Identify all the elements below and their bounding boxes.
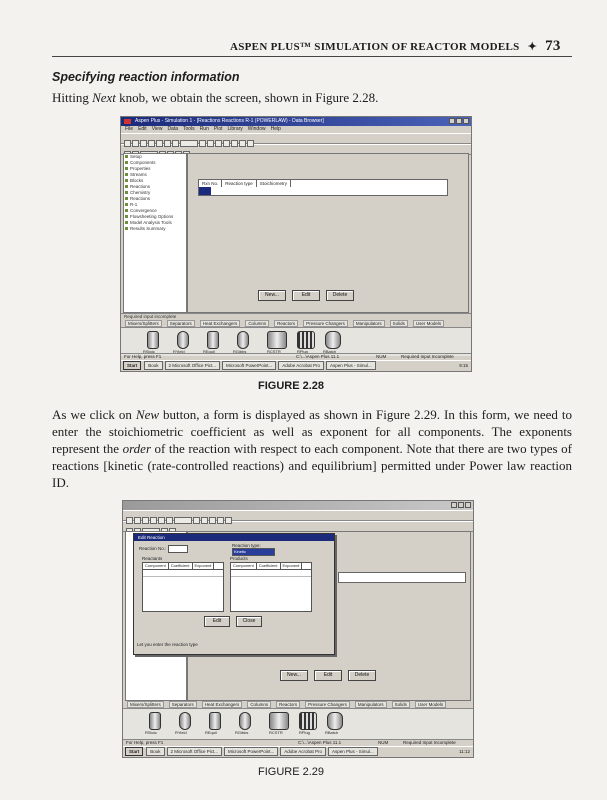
delete-button[interactable]: Delete bbox=[348, 670, 376, 681]
reaction-no-select[interactable] bbox=[168, 545, 188, 553]
palette-label: RYield bbox=[173, 349, 185, 354]
palette-label: RCSTR bbox=[267, 349, 281, 354]
fig2-background-grid bbox=[338, 572, 466, 583]
stop-icon[interactable] bbox=[209, 517, 216, 524]
fig1-window-title: Aspen Plus - Simulation 1 - [Reactions Reactions R-1 (POWERLAW) - Data Browser] bbox=[135, 118, 324, 124]
menu-library[interactable]: Library bbox=[227, 126, 243, 132]
reinit-icon[interactable] bbox=[223, 140, 230, 147]
next-icon[interactable] bbox=[225, 517, 232, 524]
step-icon[interactable] bbox=[201, 517, 208, 524]
menu-tools[interactable]: Tools bbox=[183, 126, 195, 132]
task-acrobat[interactable]: Adobe Acrobat Pro bbox=[280, 747, 326, 756]
col-reaction-type: Reaction type bbox=[222, 180, 257, 187]
col-stoichiometry: Stoichiometry bbox=[257, 180, 291, 187]
status-num: NUM bbox=[376, 354, 387, 359]
task-office-picture[interactable]: 2 Microsoft Office Pict... bbox=[165, 361, 220, 370]
status-path: C:\...\Aspen Plus 11.1 bbox=[298, 740, 342, 745]
task-book[interactable]: Book bbox=[146, 747, 164, 756]
requil-icon[interactable] bbox=[209, 712, 221, 730]
tab-pressure-changers[interactable]: Pressure Changers bbox=[303, 320, 348, 327]
fig1-reactor-palette bbox=[121, 328, 471, 356]
tab-manipulators[interactable]: Manipulators bbox=[355, 701, 387, 708]
close-icon[interactable] bbox=[465, 502, 471, 508]
col-coefficient: Coefficient bbox=[169, 563, 193, 569]
tab-manipulators[interactable]: Manipulators bbox=[353, 320, 385, 327]
running-header bbox=[230, 38, 561, 55]
palette-label: RStoic bbox=[145, 730, 157, 735]
reactants-label: Reactants bbox=[142, 556, 163, 561]
status-num: NUM bbox=[378, 740, 389, 745]
reaction-type-select[interactable] bbox=[232, 548, 275, 556]
col-component: Component bbox=[143, 563, 169, 569]
reaction-no-label: Reaction No.: bbox=[139, 546, 167, 552]
dialog-close-button[interactable]: Close bbox=[236, 616, 262, 627]
tab-mixers-splitters[interactable]: Mixers/Splitters bbox=[127, 701, 164, 708]
fig2-model-library-tabs bbox=[123, 701, 473, 709]
rcstr-icon[interactable] bbox=[267, 331, 287, 349]
tab-pressure-changers[interactable]: Pressure Changers bbox=[305, 701, 350, 708]
reaction-type-value: Kinetic bbox=[234, 549, 247, 554]
dialog-edit-button[interactable]: Edit bbox=[204, 616, 230, 627]
tab-solids[interactable]: Solids bbox=[390, 320, 408, 327]
status-required: Required Input Incomplete bbox=[403, 740, 456, 745]
new-button[interactable]: New... bbox=[258, 290, 286, 301]
palette-label: RPlug bbox=[299, 730, 310, 735]
rplug-icon[interactable] bbox=[299, 712, 317, 730]
ryield-icon[interactable] bbox=[177, 331, 189, 349]
tab-heat-exchangers[interactable]: Heat Exchangers bbox=[200, 320, 241, 327]
figure-2-29-screenshot bbox=[122, 500, 474, 758]
new-button[interactable]: New... bbox=[280, 670, 308, 681]
edit-reaction-dialog bbox=[133, 533, 335, 655]
tree-item[interactable]: Chemistry bbox=[124, 190, 186, 196]
start-button[interactable]: Start bbox=[125, 747, 143, 756]
menu-data[interactable]: Data bbox=[167, 126, 178, 132]
header-rule bbox=[52, 56, 572, 57]
fig1-data-browser-tree bbox=[123, 153, 187, 313]
tree-item[interactable]: Streams bbox=[124, 172, 186, 178]
tab-separators[interactable]: Separators bbox=[169, 701, 197, 708]
menu-edit[interactable]: Edit bbox=[138, 126, 147, 132]
palette-label: RStoic bbox=[143, 349, 155, 354]
palette-label: REquil bbox=[203, 349, 215, 354]
check-results-icon[interactable] bbox=[217, 517, 224, 524]
palette-label: RCSTR bbox=[269, 730, 283, 735]
col-coefficient: Coefficient bbox=[257, 563, 281, 569]
tab-user-models[interactable]: User Models bbox=[413, 320, 444, 327]
dialog-title: Edit Reaction bbox=[134, 534, 334, 541]
fig2-status-bar bbox=[123, 739, 473, 746]
minimize-icon[interactable] bbox=[449, 118, 455, 124]
selected-row[interactable] bbox=[199, 187, 211, 195]
taskbar-clock: 9:15 bbox=[459, 363, 468, 368]
tree-item[interactable]: Blocks bbox=[124, 178, 186, 184]
tree-item[interactable]: Setup bbox=[124, 154, 186, 160]
figure-2-29-caption: FIGURE 2.29 bbox=[258, 766, 325, 778]
run-icon[interactable] bbox=[193, 517, 200, 524]
products-label: Products bbox=[230, 556, 248, 561]
next-icon[interactable] bbox=[239, 140, 246, 147]
intro-suffix: knob, we obtain the screen, shown in Figure 2.28. bbox=[115, 90, 379, 105]
fig2-reactor-palette bbox=[123, 709, 473, 739]
body-paragraph bbox=[52, 406, 572, 491]
status-help: For Help, press F1 bbox=[124, 354, 162, 359]
page-number: 73 bbox=[545, 38, 561, 54]
reactants-grid[interactable] bbox=[142, 562, 224, 612]
tree-item[interactable]: Properties bbox=[124, 166, 186, 172]
fig1-reaction-grid[interactable] bbox=[198, 187, 448, 196]
tree-item[interactable]: Components bbox=[124, 160, 186, 166]
status-required: Required Input Incomplete bbox=[401, 354, 454, 359]
status-path: C:\...\Aspen Plus 11.1 bbox=[296, 354, 340, 359]
tab-user-models[interactable]: User Models bbox=[415, 701, 446, 708]
tab-solids[interactable]: Solids bbox=[392, 701, 410, 708]
menu-plot[interactable]: Plot bbox=[213, 126, 223, 132]
step-icon[interactable] bbox=[207, 140, 214, 147]
check-results-icon[interactable] bbox=[231, 140, 238, 147]
tree-item[interactable]: Reactions bbox=[124, 196, 186, 202]
para-emphasis-order: order bbox=[122, 441, 152, 456]
rcstr-icon[interactable] bbox=[269, 712, 289, 730]
products-grid[interactable] bbox=[230, 562, 312, 612]
figure-2-28-caption: FIGURE 2.28 bbox=[258, 380, 325, 392]
rbatch-icon[interactable] bbox=[327, 712, 343, 730]
fig1-taskbar bbox=[121, 360, 471, 370]
menu-file[interactable]: File bbox=[125, 126, 134, 132]
edit-button[interactable]: Edit bbox=[292, 290, 320, 301]
aspen-logo-icon bbox=[124, 119, 131, 124]
fig1-menu-bar bbox=[121, 126, 471, 133]
section-subheading: Specifying reaction information bbox=[52, 70, 240, 84]
task-acrobat[interactable]: Adobe Acrobat Pro bbox=[278, 361, 324, 370]
fig2-toolbar-1 bbox=[123, 510, 473, 521]
edit-button[interactable]: Edit bbox=[314, 670, 342, 681]
tab-heat-exchangers[interactable]: Heat Exchangers bbox=[202, 701, 243, 708]
task-powerpoint[interactable]: Microsoft PowerPoint... bbox=[224, 747, 278, 756]
task-book[interactable]: Book bbox=[144, 361, 162, 370]
tab-mixers-splitters[interactable]: Mixers/Splitters bbox=[125, 320, 162, 327]
close-icon[interactable] bbox=[463, 118, 469, 124]
col-rxn-no: Rxn No. bbox=[199, 180, 222, 187]
tree-item[interactable]: Reactions bbox=[124, 184, 186, 190]
taskbar-clock: 11:12 bbox=[459, 749, 470, 754]
running-title: ASPEN PLUS™ SIMULATION OF REACTOR MODELS bbox=[230, 41, 520, 53]
task-aspen-plus[interactable]: Aspen Plus - Simul... bbox=[326, 361, 376, 370]
data-browser-icon[interactable] bbox=[247, 140, 254, 147]
para-text-1: As we click on bbox=[52, 407, 136, 422]
table-row[interactable] bbox=[143, 570, 223, 577]
fig2-taskbar bbox=[123, 746, 473, 756]
fig1-prompt-bar: Required input incomplete bbox=[121, 313, 471, 320]
tab-reactors[interactable]: Reactors bbox=[274, 320, 298, 327]
rplug-icon[interactable] bbox=[297, 331, 315, 349]
palette-label: RGibbs bbox=[233, 349, 247, 354]
dialog-prompt: Let you enter the reaction type bbox=[137, 642, 198, 647]
task-aspen-plus[interactable]: Aspen Plus - Simul... bbox=[328, 747, 378, 756]
palette-label: RYield bbox=[175, 730, 187, 735]
intro-prefix: Hitting bbox=[52, 90, 93, 105]
tree-item[interactable]: R-1 bbox=[124, 202, 186, 208]
intro-emphasis: Next bbox=[92, 90, 116, 105]
requil-icon[interactable] bbox=[207, 331, 219, 349]
delete-button[interactable]: Delete bbox=[326, 290, 354, 301]
col-exponent: Exponent bbox=[281, 563, 303, 569]
tab-columns[interactable]: Columns bbox=[247, 701, 271, 708]
palette-label: RPlug bbox=[297, 349, 308, 354]
tree-item[interactable]: Flowsheeting Options bbox=[124, 214, 186, 220]
fig1-toolbar-1 bbox=[121, 133, 471, 144]
ryield-icon[interactable] bbox=[179, 712, 191, 730]
zoom-select[interactable] bbox=[174, 517, 192, 524]
stop-icon[interactable] bbox=[215, 140, 222, 147]
table-row[interactable] bbox=[231, 570, 311, 577]
tab-columns[interactable]: Columns bbox=[245, 320, 269, 327]
tree-item[interactable]: Convergence bbox=[124, 208, 186, 214]
rstoic-icon[interactable] bbox=[147, 331, 159, 349]
col-component: Component bbox=[231, 563, 257, 569]
tree-item[interactable]: Results Summary bbox=[124, 226, 186, 232]
palette-label: RBatch bbox=[323, 349, 337, 354]
fig1-form-pane bbox=[187, 153, 469, 313]
fig1-model-library-tabs bbox=[121, 320, 471, 328]
header-separator: ✦ bbox=[527, 41, 538, 53]
fig2-title-bar bbox=[123, 501, 473, 510]
reaction-type-label: Reaction type: bbox=[232, 543, 261, 548]
fig1-status-bar bbox=[121, 353, 471, 360]
menu-window[interactable]: Window bbox=[247, 126, 266, 132]
rgibbs-icon[interactable] bbox=[237, 331, 249, 349]
rstoic-icon[interactable] bbox=[149, 712, 161, 730]
rbatch-icon[interactable] bbox=[325, 331, 341, 349]
task-office-picture[interactable]: 2 Microsoft Office Pict... bbox=[167, 747, 222, 756]
para-text-2: button, a form is displayed as shown in Figure 2.29. In this form, we need to enter the stoichiometric coefficient as well as exponent for all components. The exponents represent the bbox=[52, 407, 573, 456]
start-button[interactable]: Start bbox=[123, 361, 141, 370]
para-text-3: of the reaction with respect to each component. Note that there are two types of reactions [kinetic (rate-controlled reactions) and equilibrium] permitted under Power law reaction ID. bbox=[52, 441, 572, 490]
tab-reactors[interactable]: Reactors bbox=[276, 701, 300, 708]
para-emphasis-new: New bbox=[135, 407, 160, 422]
palette-label: REquil bbox=[205, 730, 217, 735]
palette-label: RBatch bbox=[325, 730, 339, 735]
col-exponent: Exponent bbox=[193, 563, 215, 569]
minimize-icon[interactable] bbox=[451, 502, 457, 508]
menu-help[interactable]: Help bbox=[270, 126, 281, 132]
status-help: For Help, press F1 bbox=[126, 740, 164, 745]
figure-2-28-screenshot bbox=[120, 116, 472, 372]
intro-paragraph bbox=[52, 90, 572, 106]
menu-view[interactable]: View bbox=[151, 126, 163, 132]
fig1-title-bar bbox=[121, 117, 471, 126]
rgibbs-icon[interactable] bbox=[239, 712, 251, 730]
run-icon[interactable] bbox=[199, 140, 206, 147]
maximize-icon[interactable] bbox=[456, 118, 462, 124]
palette-label: RGibbs bbox=[235, 730, 249, 735]
tab-separators[interactable]: Separators bbox=[167, 320, 195, 327]
task-powerpoint[interactable]: Microsoft PowerPoint... bbox=[222, 361, 276, 370]
tree-item[interactable]: Model Analysis Tools bbox=[124, 220, 186, 226]
menu-run[interactable]: Run bbox=[199, 126, 209, 132]
maximize-icon[interactable] bbox=[458, 502, 464, 508]
